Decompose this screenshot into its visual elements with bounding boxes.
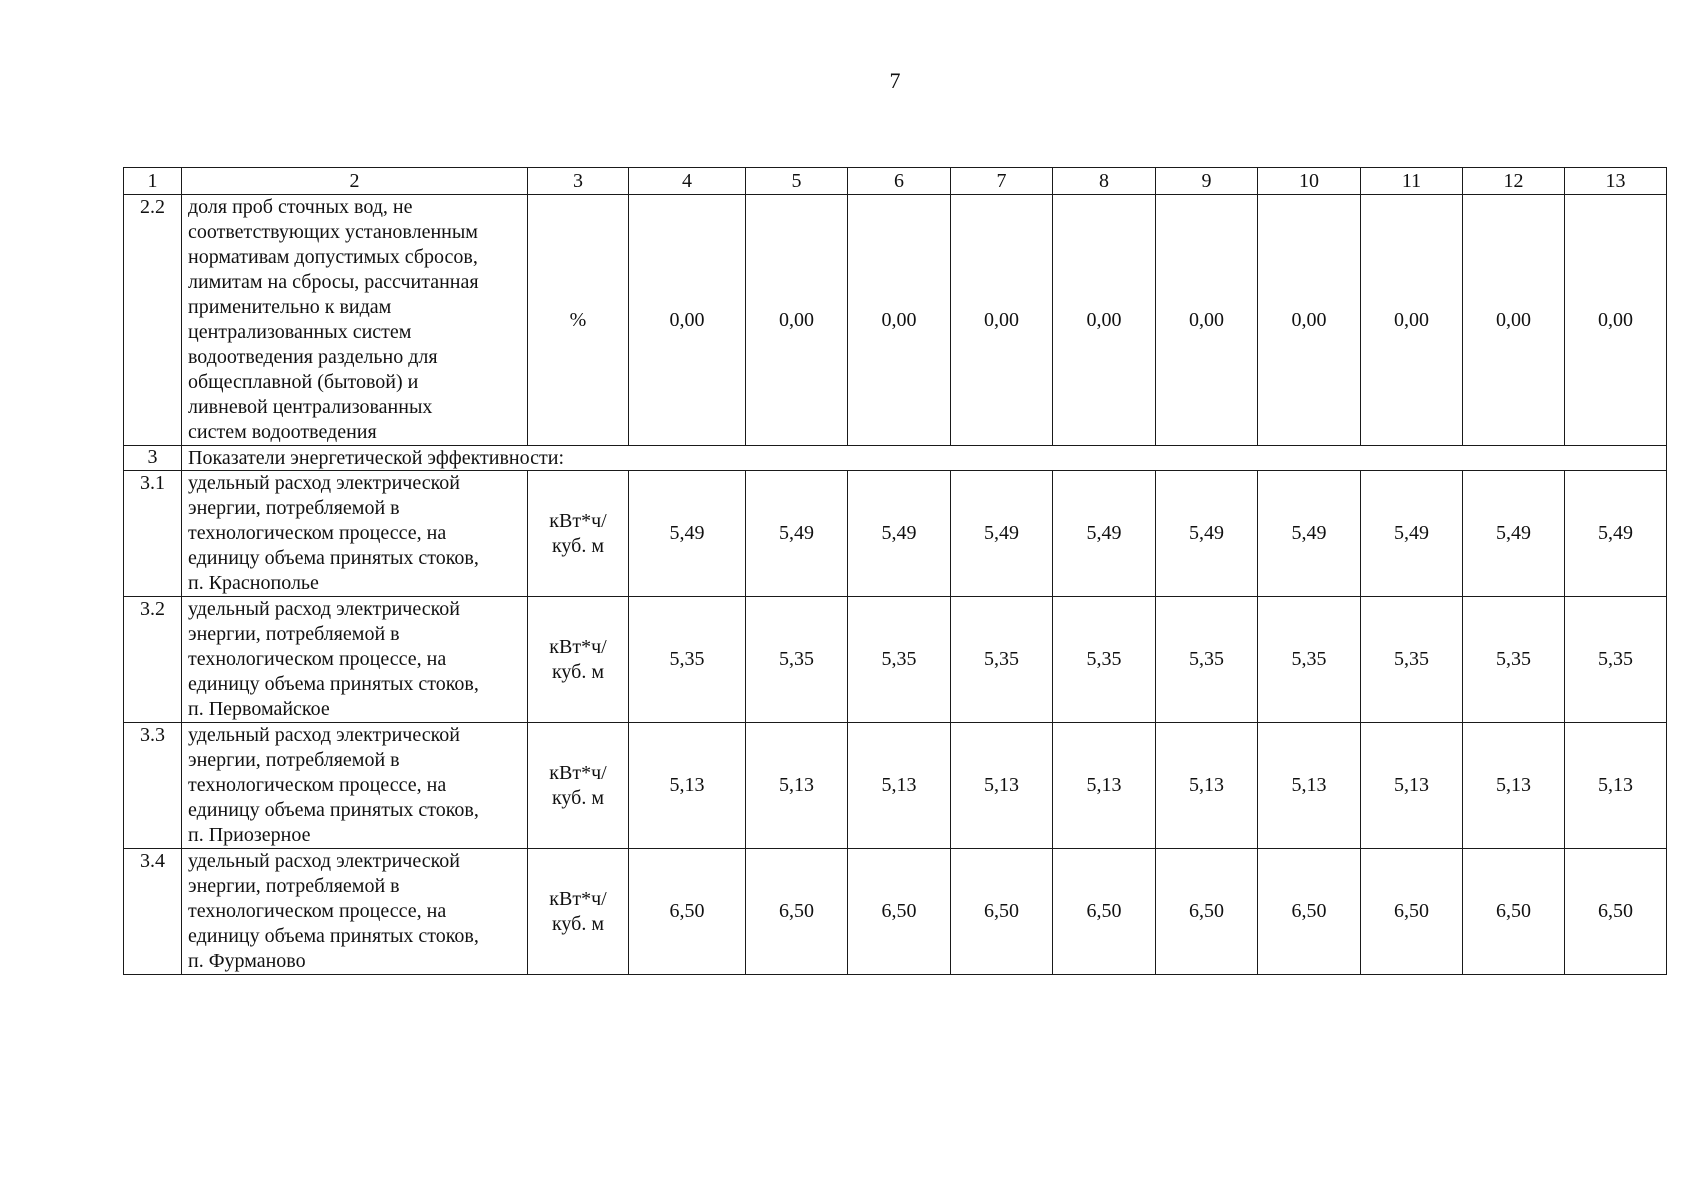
value-cell: 5,35 bbox=[1463, 597, 1565, 723]
row-unit bbox=[528, 597, 629, 723]
value-cell: 5,49 bbox=[1053, 471, 1156, 597]
value-cell: 5,49 bbox=[746, 471, 848, 597]
value-cell: 6,50 bbox=[1156, 849, 1258, 975]
value-cell: 0,00 bbox=[1156, 195, 1258, 446]
value-cell: 6,50 bbox=[1565, 849, 1667, 975]
row-unit bbox=[528, 471, 629, 597]
column-number-header: 11 bbox=[1361, 168, 1463, 195]
description-line: единицу объема принятых стоков, bbox=[188, 547, 479, 569]
value-cell: 5,35 bbox=[1361, 597, 1463, 723]
value-cell: 5,13 bbox=[1361, 723, 1463, 849]
value-cell: 5,13 bbox=[1565, 723, 1667, 849]
value-cell: 5,35 bbox=[629, 597, 746, 723]
value-cell: 0,00 bbox=[1463, 195, 1565, 446]
row-unit bbox=[528, 723, 629, 849]
value-cell: 0,00 bbox=[629, 195, 746, 446]
row-number: 3.1 bbox=[124, 471, 182, 597]
description-line: соответствующих установленным bbox=[188, 221, 478, 243]
value-cell: 5,35 bbox=[1258, 597, 1361, 723]
description-line: систем водоотведения bbox=[188, 421, 377, 443]
description-line: применительно к видам bbox=[188, 296, 392, 318]
description-line: водоотведения раздельно для bbox=[188, 346, 438, 368]
row-unit bbox=[528, 849, 629, 975]
page-number: 7 bbox=[889, 68, 901, 93]
section-row bbox=[124, 446, 1667, 471]
column-number-header: 4 bbox=[629, 168, 746, 195]
description-line: общесплавной (бытовой) и bbox=[188, 371, 419, 393]
value-cell: 5,49 bbox=[1258, 471, 1361, 597]
value-cell: 5,13 bbox=[1053, 723, 1156, 849]
value-cell: 6,50 bbox=[1053, 849, 1156, 975]
unit-line: куб. м bbox=[551, 786, 604, 809]
column-number-header: 6 bbox=[848, 168, 951, 195]
value-cell: 6,50 bbox=[629, 849, 746, 975]
row-number: 3.4 bbox=[124, 849, 182, 975]
description-line: п. Первомайское bbox=[188, 698, 330, 720]
value-cell: 5,49 bbox=[629, 471, 746, 597]
column-number-header: 5 bbox=[746, 168, 848, 195]
column-number-header: 8 bbox=[1053, 168, 1156, 195]
description-line: энергии, потребляемой в bbox=[188, 749, 400, 771]
value-cell: 5,35 bbox=[1053, 597, 1156, 723]
table-row bbox=[124, 195, 1667, 446]
value-cell: 5,35 bbox=[1156, 597, 1258, 723]
column-number-header: 7 bbox=[951, 168, 1053, 195]
row-description bbox=[182, 195, 528, 446]
description-line: энергии, потребляемой в bbox=[188, 623, 400, 645]
value-cell: 0,00 bbox=[951, 195, 1053, 446]
row-description bbox=[182, 471, 528, 597]
table-header-row bbox=[124, 168, 1667, 195]
value-cell: 5,13 bbox=[848, 723, 951, 849]
value-cell: 0,00 bbox=[1361, 195, 1463, 446]
column-number-header: 1 bbox=[124, 168, 182, 195]
description-line: удельный расход электрической bbox=[188, 598, 461, 620]
unit-line: кВт*ч/ bbox=[549, 509, 607, 532]
value-cell: 5,49 bbox=[1565, 471, 1667, 597]
value-cell: 5,13 bbox=[746, 723, 848, 849]
value-cell: 5,13 bbox=[951, 723, 1053, 849]
unit-line: кВт*ч/ bbox=[549, 761, 607, 784]
indicators-table bbox=[123, 167, 1667, 975]
value-cell: 5,49 bbox=[1361, 471, 1463, 597]
value-cell: 5,35 bbox=[746, 597, 848, 723]
row-description bbox=[182, 723, 528, 849]
value-cell: 5,49 bbox=[1156, 471, 1258, 597]
row-number: 3.3 bbox=[124, 723, 182, 849]
value-cell: 6,50 bbox=[746, 849, 848, 975]
column-number-header: 12 bbox=[1463, 168, 1565, 195]
value-cell: 5,35 bbox=[951, 597, 1053, 723]
description-line: доля проб сточных вод, не bbox=[188, 196, 413, 218]
column-number-header: 9 bbox=[1156, 168, 1258, 195]
description-line: энергии, потребляемой в bbox=[188, 875, 400, 897]
description-line: технологическом процессе, на bbox=[188, 648, 447, 670]
value-cell: 0,00 bbox=[1258, 195, 1361, 446]
row-number: 2.2 bbox=[124, 195, 182, 446]
description-line: удельный расход электрической bbox=[188, 724, 461, 746]
value-cell: 5,35 bbox=[848, 597, 951, 723]
column-number-header: 10 bbox=[1258, 168, 1361, 195]
value-cell: 5,13 bbox=[1463, 723, 1565, 849]
value-cell: 6,50 bbox=[951, 849, 1053, 975]
value-cell: 5,49 bbox=[951, 471, 1053, 597]
unit-line: куб. м bbox=[551, 534, 604, 557]
description-line: единицу объема принятых стоков, bbox=[188, 799, 479, 821]
value-cell: 0,00 bbox=[1053, 195, 1156, 446]
description-line: единицу объема принятых стоков, bbox=[188, 925, 479, 947]
value-cell: 5,13 bbox=[629, 723, 746, 849]
description-line: централизованных систем bbox=[188, 321, 412, 343]
description-line: лимитам на сбросы, рассчитанная bbox=[188, 271, 479, 293]
description-line: удельный расход электрической bbox=[188, 472, 461, 494]
section-number: 3 bbox=[124, 446, 182, 471]
unit-line: куб. м bbox=[551, 660, 604, 683]
unit-line: % bbox=[569, 308, 587, 331]
value-cell: 6,50 bbox=[1463, 849, 1565, 975]
unit-line: куб. м bbox=[551, 912, 604, 935]
row-description bbox=[182, 849, 528, 975]
description-line: единицу объема принятых стоков, bbox=[188, 673, 479, 695]
value-cell: 0,00 bbox=[746, 195, 848, 446]
value-cell: 5,13 bbox=[1258, 723, 1361, 849]
description-line: технологическом процессе, на bbox=[188, 774, 447, 796]
description-line: удельный расход электрической bbox=[188, 850, 461, 872]
column-number-header: 13 bbox=[1565, 168, 1667, 195]
description-line: п. Фурманово bbox=[188, 950, 306, 972]
description-line: технологическом процессе, на bbox=[188, 522, 447, 544]
value-cell: 0,00 bbox=[1565, 195, 1667, 446]
unit-line: кВт*ч/ bbox=[549, 887, 607, 910]
value-cell: 5,13 bbox=[1156, 723, 1258, 849]
table-row bbox=[124, 471, 1667, 597]
value-cell: 6,50 bbox=[848, 849, 951, 975]
description-line: п. Краснополье bbox=[188, 572, 319, 594]
row-number: 3.2 bbox=[124, 597, 182, 723]
value-cell: 0,00 bbox=[848, 195, 951, 446]
column-number-header: 2 bbox=[182, 168, 528, 195]
table-row bbox=[124, 849, 1667, 975]
unit-line: кВт*ч/ bbox=[549, 635, 607, 658]
description-line: технологическом процессе, на bbox=[188, 900, 447, 922]
column-number-header: 3 bbox=[528, 168, 629, 195]
table-row bbox=[124, 723, 1667, 849]
description-line: ливневой централизованных bbox=[188, 396, 433, 418]
value-cell: 6,50 bbox=[1258, 849, 1361, 975]
table-row bbox=[124, 597, 1667, 723]
description-line: энергии, потребляемой в bbox=[188, 497, 400, 519]
section-title: Показатели энергетической эффективности: bbox=[182, 446, 1667, 471]
description-line: п. Приозерное bbox=[188, 824, 311, 846]
value-cell: 5,35 bbox=[1565, 597, 1667, 723]
description-line: нормативам допустимых сбросов, bbox=[188, 246, 478, 268]
value-cell: 6,50 bbox=[1361, 849, 1463, 975]
row-description bbox=[182, 597, 528, 723]
value-cell: 5,49 bbox=[1463, 471, 1565, 597]
row-unit bbox=[528, 195, 629, 446]
value-cell: 5,49 bbox=[848, 471, 951, 597]
